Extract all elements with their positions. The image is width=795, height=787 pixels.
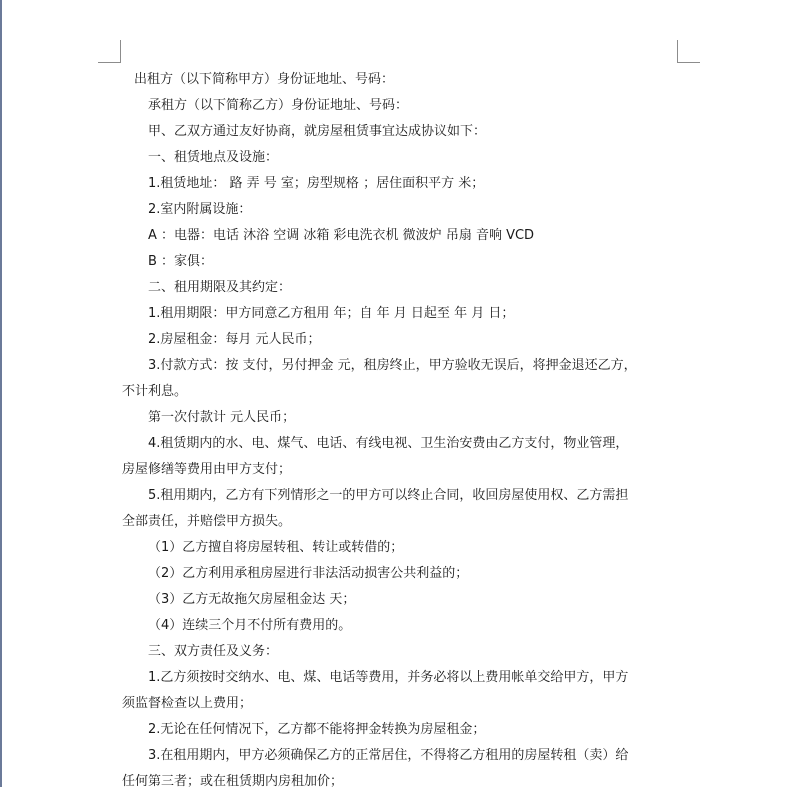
text-line: A ：电器：电话 沐浴 空调 冰箱 彩电洗衣机 微波炉 吊扇 音响 VCD: [148, 228, 535, 243]
text-line: 须监督检查以上费用；: [122, 696, 253, 711]
text-line: 5.租用期内，乙方有下列情形之一的甲方可以终止合同，收回房屋使用权、乙方需担: [148, 488, 629, 503]
margin-corner-top-left: [98, 40, 121, 63]
text-line: 出租方（以下简称甲方）身份证地址、号码：: [134, 72, 395, 87]
text-line: 甲、乙双方通过友好协商，就房屋租赁事宜达成协议如下：: [148, 124, 487, 139]
text-line: 3.付款方式：按 支付，另付押金 元，租房终止，甲方验收无误后，将押金退还乙方，: [148, 358, 637, 373]
window-left-border: [0, 0, 2, 787]
text-line: （1）乙方擅自将房屋转租、转让或转借的；: [148, 540, 404, 555]
text-line: 第一次付款计 元人民币；: [148, 410, 296, 425]
text-line: 2.室内附属设施：: [148, 202, 252, 217]
text-line: 2.房屋租金：每月 元人民币；: [148, 332, 321, 347]
text-line: 一、租赁地点及设施：: [148, 150, 279, 165]
text-line: 房屋修缮等费用由甲方支付；: [122, 462, 292, 477]
text-line: 1.租用期限：甲方同意乙方租用 年；自 年 月 日起至 年 月 日；: [148, 306, 515, 321]
text-line: 三、双方责任及义务：: [148, 644, 279, 659]
text-line: 全部责任，并赔偿甲方损失。: [122, 514, 292, 529]
text-line: 二、租用期限及其约定：: [148, 280, 292, 295]
text-line: 3.在租用期内，甲方必须确保乙方的正常居住，不得将乙方租用的房屋转租（卖）给: [148, 748, 629, 763]
text-line: 4.租赁期内的水、电、煤气、电话、有线电视、卫生治安费由乙方支付，物业管理，: [148, 436, 629, 451]
margin-corner-top-right: [677, 40, 700, 63]
text-line: 1.租赁地址： 路 弄 号 室；房型规格 ；居住面积平方 米；: [148, 176, 485, 191]
text-line: 2.无论在任何情况下，乙方都不能将押金转换为房屋租金；: [148, 722, 486, 737]
text-line: B ：家俱：: [148, 254, 214, 269]
text-line: （2）乙方利用承租房屋进行非法活动损害公共利益的；: [148, 566, 469, 581]
text-line: （4）连续三个月不付所有费用的。: [148, 618, 352, 633]
text-line: 1.乙方须按时交纳水、电、煤、电话等费用，并务必将以上费用帐单交给甲方，甲方: [148, 670, 629, 685]
text-line: 承租方（以下简称乙方）身份证地址、号码：: [148, 98, 409, 113]
text-line: （3）乙方无故拖欠房屋租金达 天；: [148, 592, 356, 607]
text-line: 任何第三者；或在租赁期内房租加价；: [122, 774, 344, 787]
text-line: 不计利息。: [122, 384, 188, 399]
